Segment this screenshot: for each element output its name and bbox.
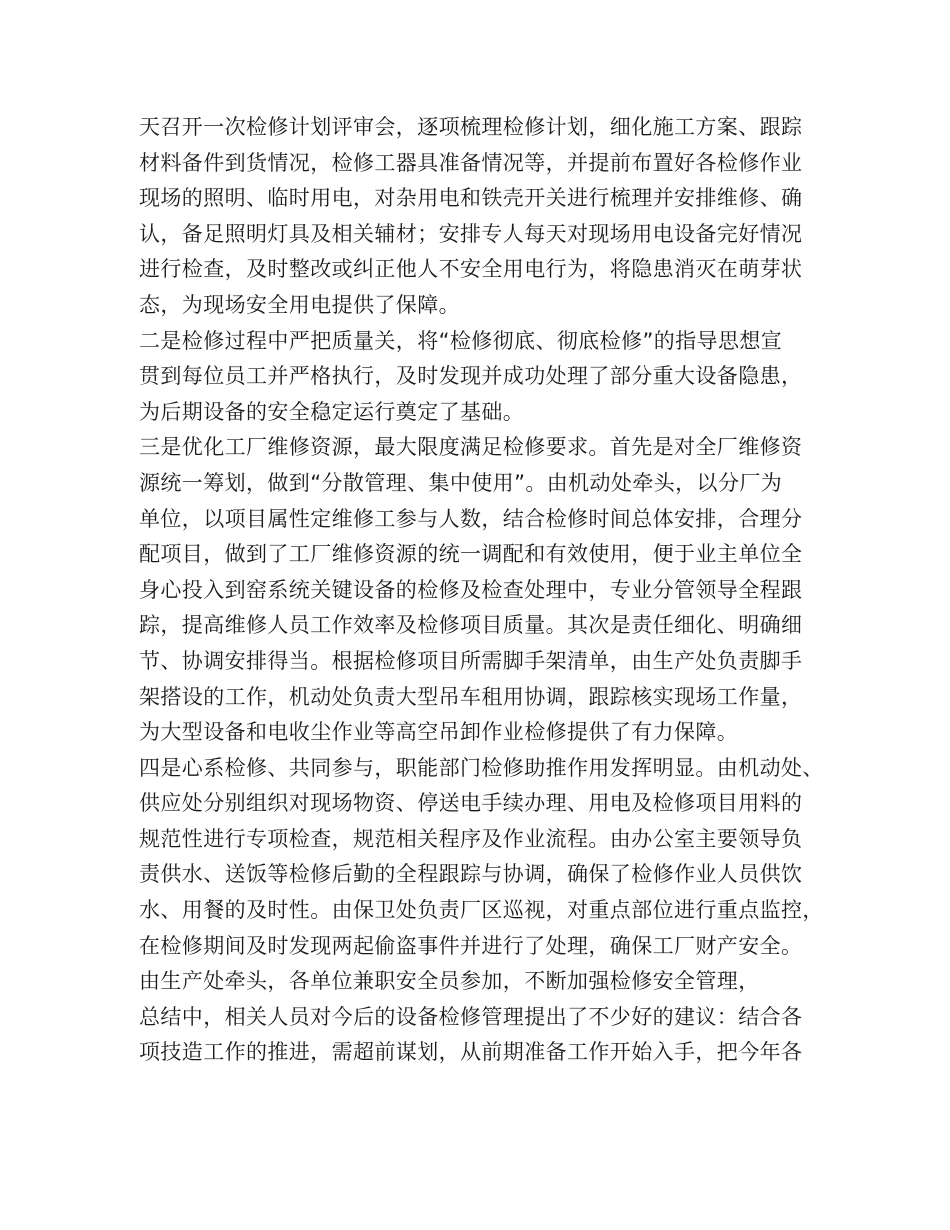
text-line: 责供水、送饭等检修后勤的全程跟踪与协调，确保了检修作业人员供饮 bbox=[139, 862, 803, 887]
body-text bbox=[139, 110, 829, 1071]
text-line: 节、协调安排得当。根据检修项目所需脚手架清单，由生产处负责脚手 bbox=[139, 648, 803, 673]
text-line: 认，备足照明灯具及相关辅材；安排专人每天对现场用电设备完好情况 bbox=[139, 221, 803, 246]
text-line: 进行检查，及时整改或纠正他人不安全用电行为，将隐患消灭在萌芽状 bbox=[139, 257, 803, 282]
text-line: 为大型设备和电收尘作业等高空吊卸作业检修提供了有力保障。 bbox=[139, 720, 739, 745]
text-line: 总结中，相关人员对今后的设备检修管理提出了不少好的建议：结合各 bbox=[139, 1004, 803, 1029]
text-line: 贯到每位员工并严格执行，及时发现并成功处理了部分重大设备隐患， bbox=[139, 364, 803, 389]
text-line: 现场的照明、临时用电，对杂用电和铁壳开关进行梳理并安排维修、确 bbox=[139, 186, 803, 211]
text-line: 规范性进行专项检查，规范相关程序及作业流程。由办公室主要领导负 bbox=[139, 826, 803, 851]
text-line: 在检修期间及时发现两起偷盗事件并进行了处理，确保工厂财产安全。 bbox=[139, 933, 803, 958]
text-line: 单位，以项目属性定维修工参与人数，结合检修时间总体安排，合理分 bbox=[139, 506, 803, 531]
text-line: 架搭设的工作，机动处负责大型吊车租用协调，跟踪核实现场工作量， bbox=[139, 684, 803, 709]
text-line: 踪，提高维修人员工作效率及检修项目质量。其次是责任细化、明确细 bbox=[139, 613, 803, 638]
text-line: 三是优化工厂维修资源，最大限度满足检修要求。首先是对全厂维修资 bbox=[139, 435, 803, 460]
text-line: 二是检修过程中严把质量关，将“检修彻底、彻底检修”的指导思想宣 bbox=[139, 328, 783, 353]
text-line: 为后期设备的安全稳定运行奠定了基础。 bbox=[139, 399, 525, 424]
text-line: 源统一筹划，做到“分散管理、集中使用”。由机动处牵头，以分厂为 bbox=[139, 470, 783, 495]
text-line: 水、用餐的及时性。由保卫处负责厂区巡视，对重点部位进行重点监控， bbox=[139, 898, 824, 923]
text-line: 材料备件到货情况，检修工器具准备情况等，并提前布置好各检修作业 bbox=[139, 150, 803, 175]
text-line: 四是心系检修、共同参与，职能部门检修助推作用发挥明显。由机动处、 bbox=[139, 755, 824, 780]
text-line: 天召开一次检修计划评审会，逐项梳理检修计划，细化施工方案、跟踪 bbox=[139, 115, 803, 139]
text-line: 项技造工作的推进，需超前谋划，从前期准备工作开始入手，把今年各 bbox=[139, 1040, 803, 1065]
text-line: 身心投入到窑系统关键设备的检修及检查处理中，专业分管领导全程跟 bbox=[139, 577, 803, 602]
text-line: 供应处分别组织对现场物资、停送电手续办理、用电及检修项目用料的 bbox=[139, 791, 803, 816]
text-line: 配项目，做到了工厂维修资源的统一调配和有效使用，便于业主单位全 bbox=[139, 542, 803, 567]
text-line: 态，为现场安全用电提供了保障。 bbox=[139, 292, 460, 317]
text-line: 由生产处牵头，各单位兼职安全员参加，不断加强检修安全管理， bbox=[139, 969, 760, 994]
